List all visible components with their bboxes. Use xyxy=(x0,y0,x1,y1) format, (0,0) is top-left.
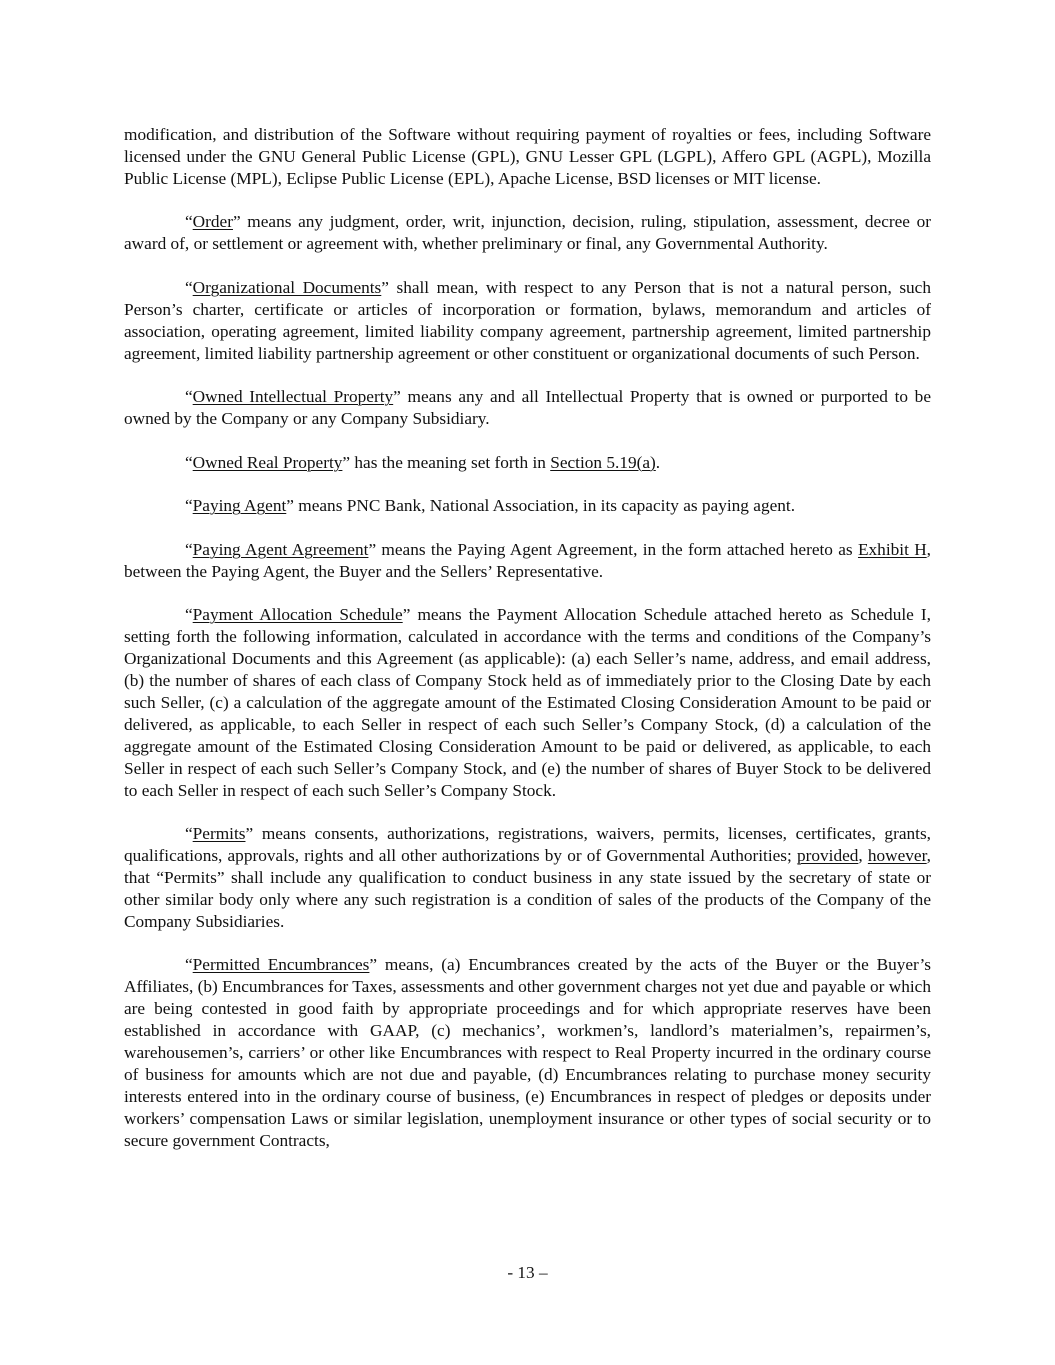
paragraph-text: “ xyxy=(185,496,193,516)
paragraph xyxy=(124,823,931,933)
paragraph-text: “ xyxy=(185,824,193,844)
paragraph-text: “ xyxy=(185,605,193,625)
defined-term: provided xyxy=(796,846,859,866)
paragraph-text: “ xyxy=(185,387,193,407)
paragraph-text: ” has the meaning set forth in xyxy=(342,452,551,472)
paragraph-text: ” means any judgment, order, writ, injunction, decision, ruling, stipulation, assessment, decree or award of, or settlement or agreement with, whether preliminary or final, any Governmental Authority. xyxy=(124,212,931,254)
paragraph-text: modification, and distribution of the Software without requiring payment of royalties or fees, including Software licensed under the GNU General Public License (GPL), GNU Lesser GPL (LGPL), Affero GPL (AGPL), Mozilla Public License (MPL), Eclipse Public License (EPL), Apache License, BSD licenses or MIT license. xyxy=(124,125,931,188)
paragraph xyxy=(124,386,931,430)
page-number: - 13 – xyxy=(507,1263,548,1282)
paragraph xyxy=(124,539,931,583)
paragraph-text: , xyxy=(858,846,868,866)
paragraph xyxy=(124,495,931,517)
defined-term: Permitted Encumbrances xyxy=(192,955,370,975)
paragraph xyxy=(124,211,931,255)
paragraph xyxy=(124,124,931,190)
defined-term: Organizational Documents xyxy=(192,277,382,297)
defined-term: Exhibit H xyxy=(857,539,927,559)
paragraph-text: , that “Permits” shall include any qualification to conduct business in any state issued by the secretary of state or other similar body only where any such registration is a condition of sales of the products of the Company of the Company Subsidiaries. xyxy=(124,846,931,931)
paragraph-text: “ xyxy=(185,955,193,975)
paragraph-text: “ xyxy=(185,277,193,297)
paragraph-text: ” means the Paying Agent Agreement, in the form attached hereto as xyxy=(368,539,858,559)
paragraph-text: ” means any and all Intellectual Property that is owned or purported to be owned by the Company or any Company Subsidiary. xyxy=(124,387,931,429)
paragraph xyxy=(124,452,931,474)
paragraph xyxy=(124,954,931,1151)
paragraph-text: ” means PNC Bank, National Association, in its capacity as paying agent. xyxy=(286,496,796,516)
paragraph-text: , between the Paying Agent, the Buyer and the Sellers’ Representative. xyxy=(124,539,931,581)
paragraph-text: ” means, (a) Encumbrances created by the acts of the Buyer or the Buyer’s Affiliates, (b) Encumbrances for Taxes, assessments and other government charges not yet due and payable or which are being contested in good faith by appropriate proceedings and for which appropriate reserves have been established in accordance with GAAP, (c) mechanics’, workmen’s, landlord’s materialmen’s, repairmen’s, warehousemen’s, carriers’ or other like Encumbrances with respect to Real Property incurred in the ordinary course of business for amounts which are not due and payable, (d) Encumbrances relating to purchase money security interests entered into in the ordinary course of business, (e) Encumbrances in respect of pledges or deposits under workers’ compensation Laws or similar legislation, unemployment insurance or other types of social security or to secure government Contracts, xyxy=(124,955,931,1150)
paragraph xyxy=(124,277,931,365)
paragraph-text: “ xyxy=(185,212,193,232)
defined-term: Paying Agent Agreement xyxy=(192,539,369,559)
defined-term: Permits xyxy=(192,824,246,844)
defined-term: however xyxy=(867,846,927,866)
defined-term: Payment Allocation Schedule xyxy=(192,605,403,625)
defined-term: Paying Agent xyxy=(192,496,287,516)
defined-term: Section 5.19(a) xyxy=(550,452,656,472)
paragraph-text: “ xyxy=(185,452,193,472)
paragraph-text: “ xyxy=(185,539,193,559)
paragraph-text: ” means the Payment Allocation Schedule attached hereto as Schedule I, setting forth the following information, calculated in accordance with the terms and conditions of the Company’s Organizational Documents and this Agreement (as applicable): (a) each Seller’s name, address, and email address, (b) the number of shares of each class of Company Stock held as of immediately prior to the Closing Date by each such Seller, (c) a calculation of the aggregate amount of the Estimated Closing Consideration Amount to be paid or delivered, as applicable, to each Seller in respect of each such Seller’s Company Stock, (d) a calculation of the aggregate amount of the Estimated Closing Consideration Amount to be paid or delivered, as applicable, to each Seller in respect of each such Seller’s Company Stock, and (e) the number of shares of Buyer Stock to be delivered to each Seller in respect of each such Seller’s Company Stock. xyxy=(124,605,931,800)
defined-term: Owned Intellectual Property xyxy=(192,387,394,407)
document-body xyxy=(124,124,931,1173)
paragraph-text: ” means consents, authorizations, registrations, waivers, permits, licenses, certificates, grants, qualifications, approvals, rights and all other authorizations by or of Governmental Authorities; xyxy=(124,824,931,866)
paragraph-text: . xyxy=(655,452,661,472)
paragraph-text: ” shall mean, with respect to any Person that is not a natural person, such Person’s charter, certificate or articles of incorporation or formation, bylaws, memorandum and articles of association, operating agreement, limited liability company agreement, partnership agreement, limited partnership agreement, limited liability partnership agreement or other constituent or organizational documents of such Person. xyxy=(124,277,931,363)
defined-term: Order xyxy=(192,212,233,232)
paragraph xyxy=(124,604,931,801)
defined-term: Owned Real Property xyxy=(192,452,343,472)
